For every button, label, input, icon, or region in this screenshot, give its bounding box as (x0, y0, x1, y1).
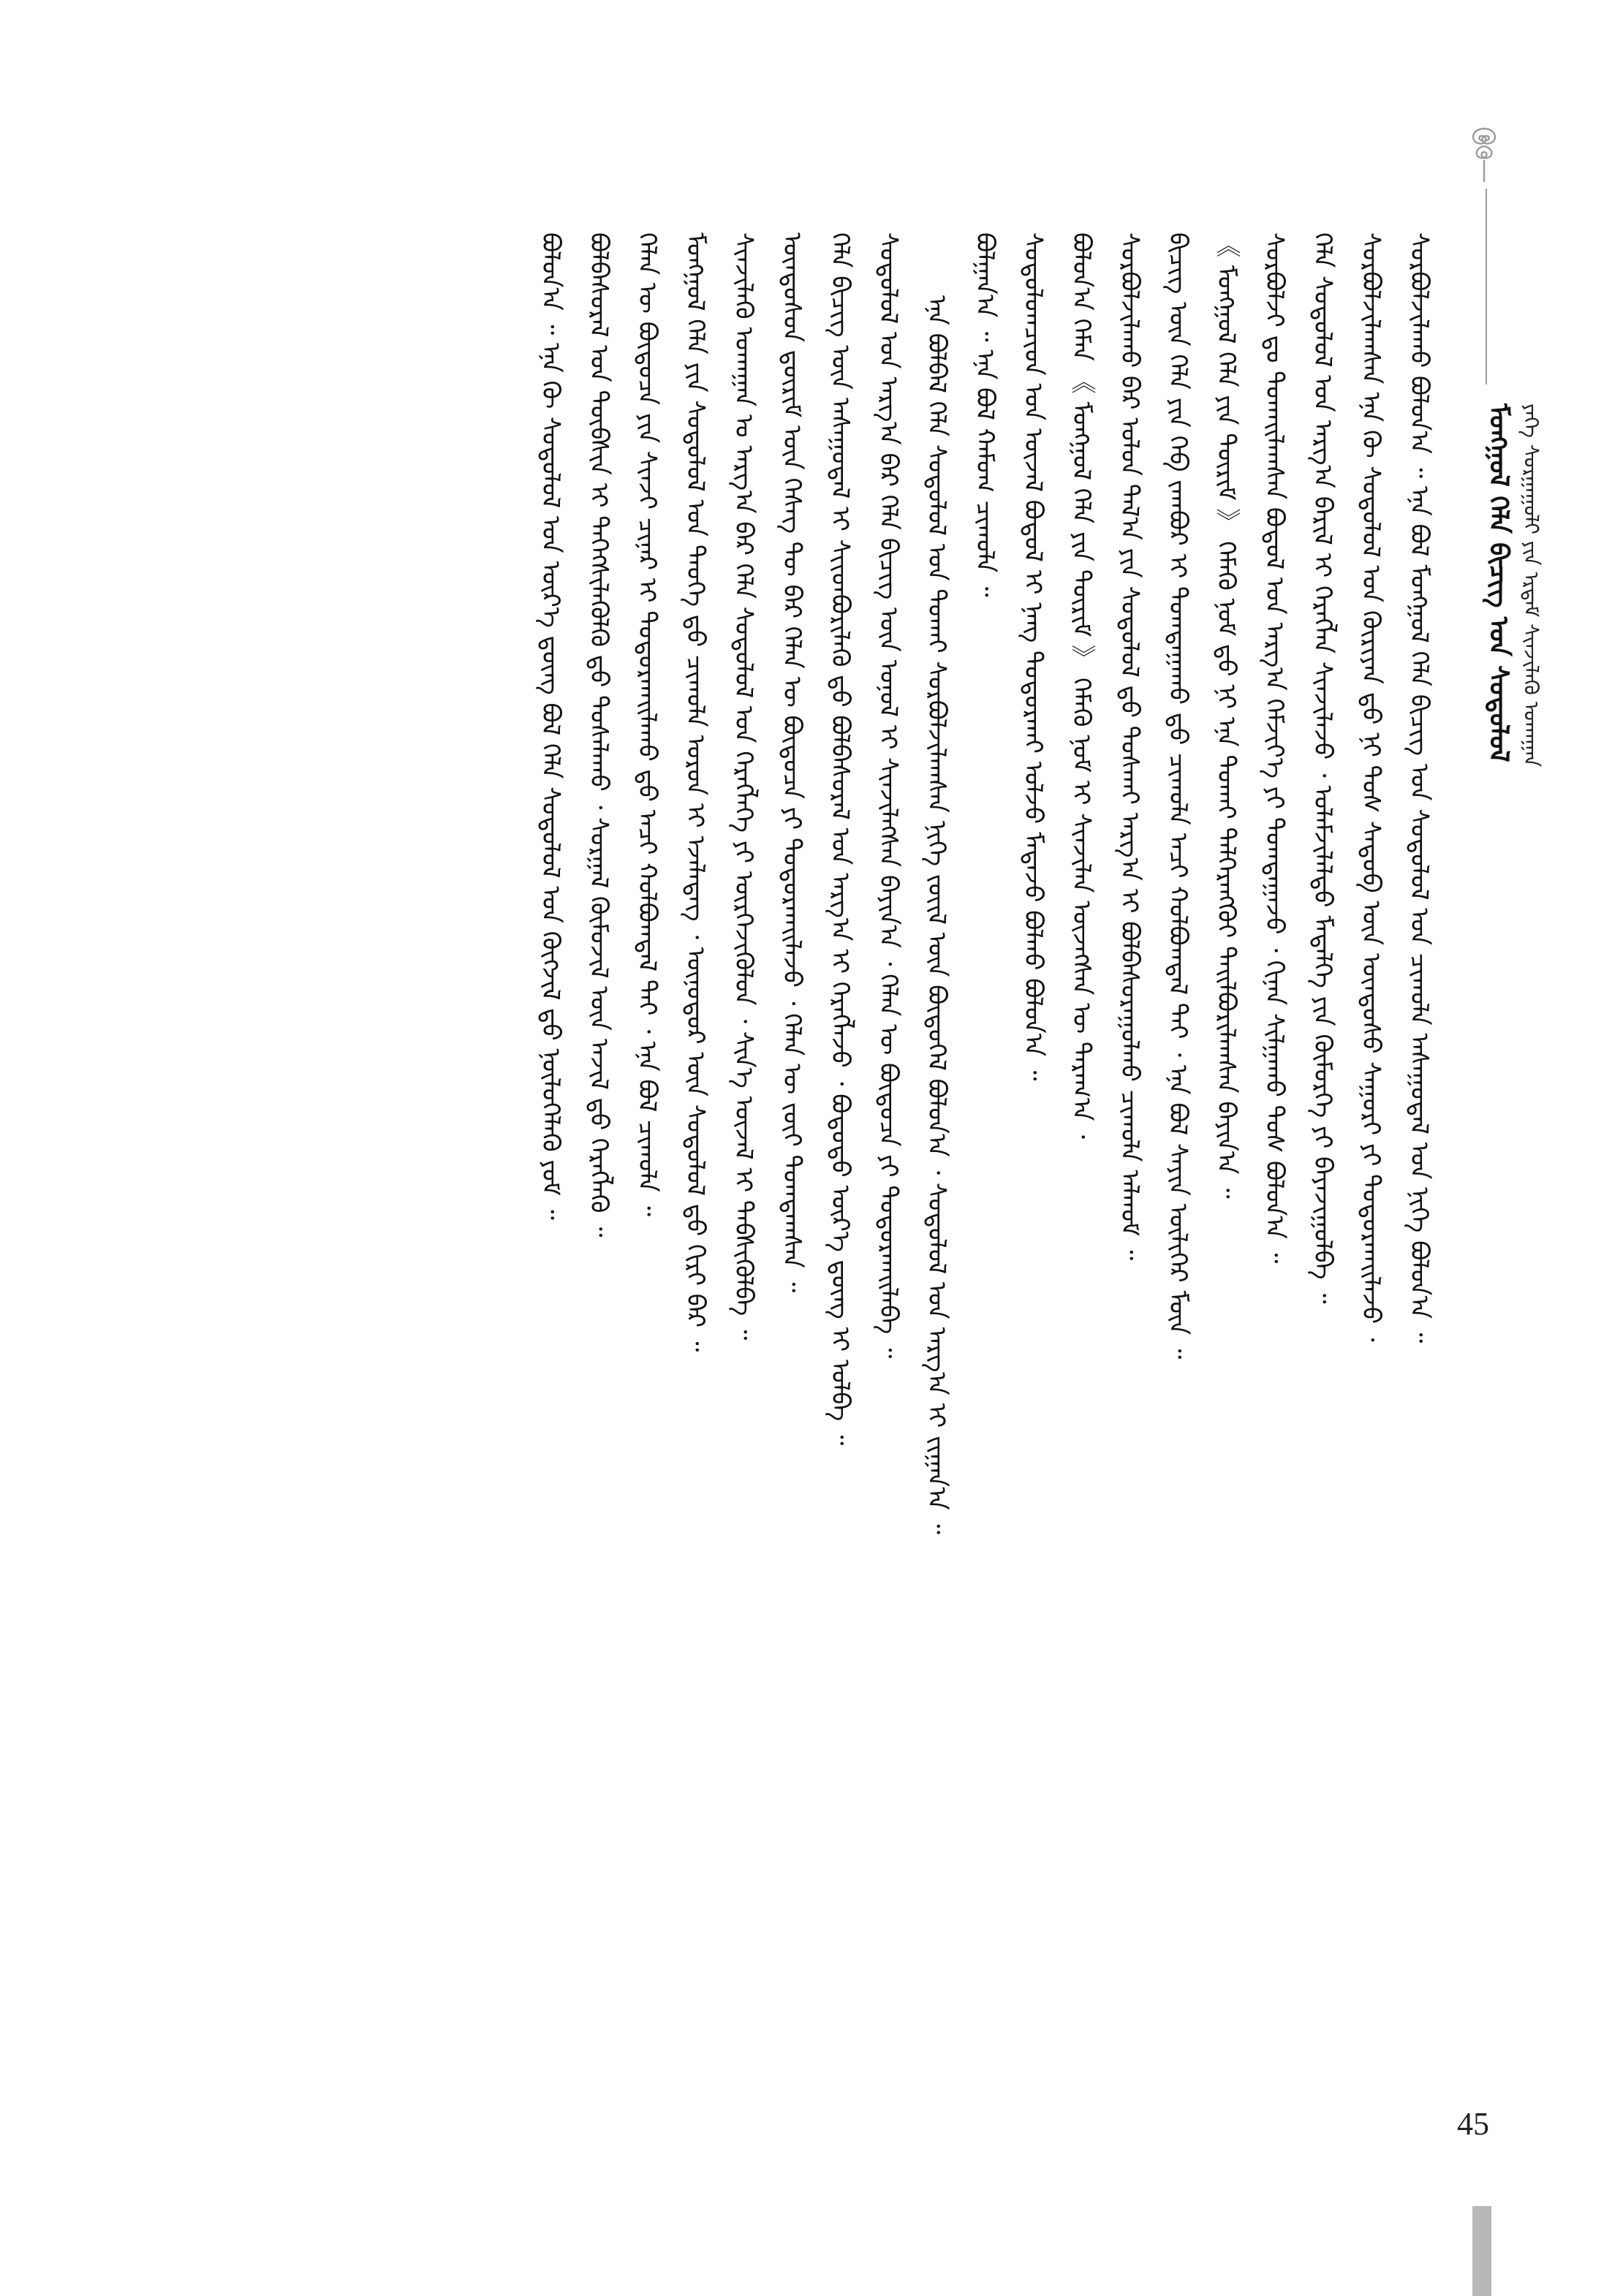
text-line: ᠮᠣᠩᠭᠣᠯ ᠬᠡᠯᠡ ᠶᠢᠨ ᠰᠤᠳᠤᠯᠤᠯ ᠤᠨ ᠲᠡᠦᠬᠡ ᠳ᠋ᠦ ᠴᠢᠬᠤᠯᠠ ᠣᠷᠤᠨ ᠢ ᠡᠵᠡᠯᠡᠳᠡᠭ ᠂ ᠥᠨᠥᠳᠥᠷ ᠦᠨ ᠰᠤᠳᠤᠯᠤᠯ ᠳ᠋ᠤ ᠬᠢᠷᠢ ᠪᠠᠷ ᠃ (681, 232, 710, 1352)
ornament-icon (1462, 124, 1506, 183)
header-subtitle: ᠶᠡᠬᠡ ᠰᠤᠷᠭᠠᠭᠤᠯᠢ ᠶᠢᠨ ᠡᠷᠳᠡᠮ ᠰᠢᠨᠵᠢᠯᠡᠬᠦ ᠤᠬᠠᠭᠠᠨ (1519, 403, 1543, 768)
text-line: ᠪᠣᠯᠤᠨ᠎ᠠ ᠃ ᠡᠨᠡ ᠬᠦ ᠰᠤᠳᠤᠯᠤᠯ ᠤᠨ ᠦᠷ᠎ᠡ ᠳ᠋ᠦᠩ ᠪᠣᠯ ᠬᠡᠯᠡ ᠰᠤᠳᠤᠯᠤᠯ ᠤᠨ ᠬᠥᠭᠵᠢᠯ ᠳ᠋ᠦ ᠨᠥᠯᠥᠭᠡᠯᠡᠬᠦ ᠶᠤᠮ ᠃ (536, 232, 565, 1220)
text-line: ᠪᠣᠯᠤᠨ᠎ᠠ ᠬᠡᠮᠡᠨ 《 ᠮᠣᠩᠭᠣᠯ ᠬᠡᠯᠡ ᠶᠢᠨ ᠳᠦᠷᠢᠮ 》 ᠬᠡᠮᠡᠬᠦ ᠨᠣᠮ ᠢ ᠰᠢᠨᠵᠢᠯᠡᠨ ᠦᠵᠡᠭᠰᠡᠨ ᠦ ᠳᠠᠷᠠᠭ᠎ᠠ ᠂ (1067, 232, 1096, 1139)
text-line: ᠰᠤᠳᠤᠯᠤᠯ ᠤᠨ ᠠᠷᠭ᠎ᠠ ᠪᠠᠷ ᠬᠡᠯᠡ ᠪᠢᠴᠢᠭ ᠦᠨ ᠣᠨᠣᠯ ᠢ ᠰᠢᠨᠵᠢᠯᠡᠭᠰᠡᠨ ᠪᠠᠶᠢᠨ᠎ᠠ ᠂ ᠬᠡᠯᠡᠨ ᠦ ᠪᠦᠲᠦᠴᠡ ᠶᠢ ᠲᠣᠳᠣᠷᠬᠠᠢᠯᠠᠪᠠ ᠃ (874, 232, 903, 1359)
running-header (1455, 124, 1543, 782)
page-number: 45 (1457, 2106, 1489, 2142)
text-line: ᠦᠨᠳᠦᠰᠦᠨ ᠳ᠋ᠦᠷᠢᠮ ᠦᠨ ᠬᠡᠰᠡᠭ ᠲᠦ ᠪᠠᠷ ᠬᠡᠯᠡᠨ ᠦ ᠪᠦᠲᠦᠴᠡ ᠶᠢ ᠲᠣᠳᠣᠷᠬᠠᠢᠯᠠᠵᠤ ᠂ ᠬᠡᠯᠡᠨ ᠦ ᠵᠦᠢ ᠲᠣᠭᠲᠠᠭᠰᠠᠨ ᠃ (777, 232, 806, 1293)
text-line: ᠡᠨᠡ ᠪᠣᠯᠪᠠᠯ ᠬᠡᠯᠡ ᠰᠤᠳᠤᠯᠤᠯ ᠤᠨ ᠲᠤᠬᠠᠢ ᠰᠤᠷᠪᠤᠯᠵᠢᠯᠠᠭᠰᠠᠨ ᠨᠢᠭᠡ ᠵᠦᠢᠯ ᠦᠨ ᠪᠦᠲᠦᠭᠡᠯ ᠪᠣᠯᠤᠨ᠎ᠠ ᠂ ᠰᠤᠳᠤᠯᠤᠯ ᠤᠨ ᠠᠷᠭ᠎ᠠ ᠢ ᠵᠢᠭᠠᠨ᠎ᠠ ᠃ (922, 295, 951, 1534)
text-line: ᠪᠣᠯᠪᠠᠰᠤᠷᠠᠯ ᠤᠨ ᠲᠦᠪᠰᠢᠨ ᠢ ᠳᠡᠭᠡᠭᠰᠢᠯᠡᠭᠦᠯᠬᠦ ᠳ᠋ᠦ ᠲᠤᠰᠠᠯᠠᠬᠤ ᠂ ᠰᠤᠷᠭᠠᠯ ᠬᠦᠮᠦᠵᠢᠯ ᠦᠨ ᠠᠵᠢᠯ ᠳ᠋ᠤ ᠬᠡᠷᠡᠭᠯᠡᠬᠦ ᠃ (584, 232, 613, 1238)
text-line: ᠰᠤᠷᠪᠤᠯᠵᠢᠯᠠᠬᠤ ᠪᠠᠷ ᠤᠯᠤᠨ ᠲᠠᠯ᠎ᠠ ᠶᠢᠨ ᠰᠤᠳᠤᠯᠤᠯ ᠳ᠋ᠤ ᠲᠤᠰᠬᠠᠢ ᠠᠷᠭ᠎ᠠ ᠢ ᠪᠣᠯᠪᠠᠰᠤᠷᠠᠭᠤᠯᠬᠤ ᠴᠢᠬᠤᠯᠠ ᠠᠯᠬᠤᠮ ᠃ (1115, 232, 1144, 1261)
text-line: ᠎《 ᠮᠣᠩᠭᠣᠯ ᠬᠡᠯᠡ ᠶᠢᠨ ᠳᠦᠷᠢᠮ 》 ᠬᠡᠮᠡᠬᠦ ᠨᠣᠮ ᠳ᠋ᠤ ᠨᠢ ᠡᠨᠡ ᠲᠤᠬᠠᠢ ᠳᠡᠯᠭᠡᠷᠡᠩᠭᠦᠢ ᠲᠠᠢᠯᠪᠤᠷᠢᠯᠠᠭᠰᠠᠨ ᠪᠠᠶᠢᠨ᠎ᠠ ᠃ (1211, 232, 1241, 1199)
text-line: ᠰᠤᠷᠪᠤᠯᠵᠢᠯᠠᠬᠤ ᠪᠣᠯᠤᠨ᠎ᠠ ᠃ ᠡᠨᠡ ᠪᠣᠯ ᠮᠣᠩᠭᠣᠯ ᠬᠡᠯᠡ ᠪᠢᠴᠢᠭ ᠤᠨ ᠰᠤᠳᠤᠯᠤᠯ ᠤᠨ ᠴᠢᠬᠤᠯᠠ ᠠᠰᠠᠭᠤᠳᠠᠯ ᠤᠨ ᠨᠢᠭᠡ ᠪᠣᠯᠤᠨ᠎ᠠ ᠃ (1404, 232, 1434, 1344)
side-tab (1472, 2206, 1491, 2296)
text-line: ᠪᠣᠯᠭᠠᠨ᠎ᠠ ᠃ ᠡᠨᠡ ᠪᠣᠯ ᠬᠠᠮᠤᠭ ᠴᠢᠬᠤᠯᠠ ᠃ (970, 232, 999, 597)
text-line: ᠰᠤᠳᠤᠯᠤᠭᠴᠢᠳ ᠤᠨ ᠦᠵᠡᠯ ᠪᠣᠳᠤᠯ ᠢ ᠨᠡᠩ ᠲᠣᠳᠣᠷᠬᠠᠢ ᠣᠯᠵᠤ ᠮᠡᠳᠡᠵᠦ ᠪᠣᠯᠬᠤ ᠪᠣᠯᠤᠨ᠎ᠠ ᠃ (1018, 232, 1048, 1081)
text-line: ᠬᠡᠯᠡ ᠰᠤᠳᠤᠯᠤᠯ ᠤᠨ ᠠᠷᠭ᠎ᠠ ᠪᠠᠷᠢᠯ ᠢ ᠬᠡᠷᠡᠭᠯᠡᠨ ᠰᠢᠨᠵᠢᠯᠡᠵᠦ ᠂ ᠤᠯᠠᠮᠵᠢᠯᠠᠯᠲᠤ ᠮᠡᠳᠡᠯᠭᠡ ᠶᠢᠨ ᠬᠥᠮᠥᠷᠭᠡ ᠶᠢ ᠪᠠᠶᠠᠵᠢᠭᠤᠯᠪᠠ ᠃ (1308, 232, 1337, 1304)
text-line: ᠪᠢᠴᠢᠭ ᠦᠨ ᠬᠡᠯᠡ ᠶᠢᠨ ᠬᠡᠪ ᠵᠠᠭᠪᠤᠷ ᠢ ᠲᠣᠭᠲᠠᠭᠠᠬᠤ ᠳ᠋ᠤ ᠴᠢᠬᠤᠯᠠ ᠠᠴᠢ ᠬᠣᠯᠪᠣᠭᠳᠠᠯ ᠲᠠᠢ ᠂ ᠡᠨᠡ ᠪᠣᠯ ᠰᠠᠶᠢᠨ ᠦᠯᠢᠭᠡᠷ ᠮᠥᠨ ᠃ (1163, 232, 1192, 1360)
text-line: ᠬᠡᠯᠡᠨ ᠦ ᠪᠦᠲᠦᠴᠡ ᠶᠢᠨ ᠰᠢᠨᠵᠢ ᠴᠢᠨᠠᠷ ᠢ ᠲᠣᠳᠣᠷᠬᠠᠢᠯᠠᠬᠤ ᠳ᠋ᠤ ᠠᠴᠢ ᠬᠣᠯᠪᠣᠭᠳᠠᠯ ᠲᠠᠢ ᠂ ᠡᠨᠡ ᠪᠣᠯ ᠴᠢᠬᠤᠯᠠ ᠃ (632, 232, 662, 1217)
text-line: ᠰᠤᠷᠪᠤᠯᠵᠢ ᠳᠤ ᠲᠤᠬᠠᠢᠯᠠᠭᠰᠠᠨ ᠪᠣᠳᠤᠯ ᠤᠨ ᠠᠷᠭ᠎ᠠ ᠬᠡᠮᠵᠢᠶ᠎ᠡ ᠶᠢ ᠲᠣᠭᠲᠠᠭᠠᠵᠤ ᠂ ᠬᠢᠨᠠᠨ ᠰᠢᠯᠭᠠᠬᠤ ᠲᠤᠰ ᠪᠣᠯᠤᠨ᠎ᠠ ᠃ (1260, 232, 1289, 1264)
text-line: ᠬᠡᠯᠡ ᠪᠢᠴᠢᠭ ᠦᠨ ᠠᠰᠠᠭᠤᠳᠠᠯ ᠢ ᠰᠢᠢᠳᠪᠦᠷᠢᠯᠡᠬᠦ ᠳ᠋ᠦ ᠪᠣᠯᠪᠠᠰᠤᠷᠠᠯ ᠤᠨ ᠠᠷᠭ᠎ᠠ ᠢ ᠬᠡᠷᠡᠭᠯᠡᠵᠦ ᠂ ᠪᠣᠳᠤᠲᠤ ᠦᠷ᠎ᠡ ᠳ᠋ᠦᠩ ᠢ ᠣᠯᠪᠠ ᠃ (825, 232, 855, 1446)
header-rule (1486, 189, 1487, 384)
text-line: ᠰᠢᠨᠵᠢᠯᠡᠬᠦ ᠤᠬᠠᠭᠠᠨ ᠤ ᠠᠷᠭ᠎ᠠ ᠪᠠᠷ ᠬᠡᠯᠡ ᠰᠤᠳᠤᠯᠤᠯ ᠤᠨ ᠬᠡᠷᠡᠭᠯᠡᠭᠡ ᠶᠢ ᠥᠷᠭᠡᠵᠢᠭᠦᠯᠦᠨ ᠂ ᠰᠢᠨ᠎ᠡ ᠦᠵᠡᠯ ᠢ ᠳᠡᠪᠰᠢᠭᠦᠯᠪᠡ ᠃ (729, 232, 758, 1341)
header-title: ᠮᠣᠩᠭᠣᠯ ᠬᠡᠯᠡ ᠪᠢᠴᠢᠭ ᠤᠨ ᠰᠤᠳᠤᠯᠤᠯ (1483, 403, 1513, 762)
body-text (192, 232, 1442, 2016)
text-line: ᠰᠤᠷᠪᠤᠯᠵᠢᠯᠠᠭᠰᠠᠨ ᠡᠨᠡ ᠬᠦ ᠰᠤᠳᠤᠯᠤᠯ ᠤᠨ ᠬᠦᠷᠢᠶᠡᠨ ᠳ᠋ᠦ ᠨᠢ ᠲᠤᠰ ᠰᠡᠳᠦᠪ ᠦᠨ ᠦᠨᠳᠦᠰᠦ ᠰᠠᠭᠤᠷᠢ ᠶᠢ ᠲᠣᠳᠣᠷᠬᠠᠢᠯᠠᠵᠤ ᠂ (1356, 232, 1385, 1342)
